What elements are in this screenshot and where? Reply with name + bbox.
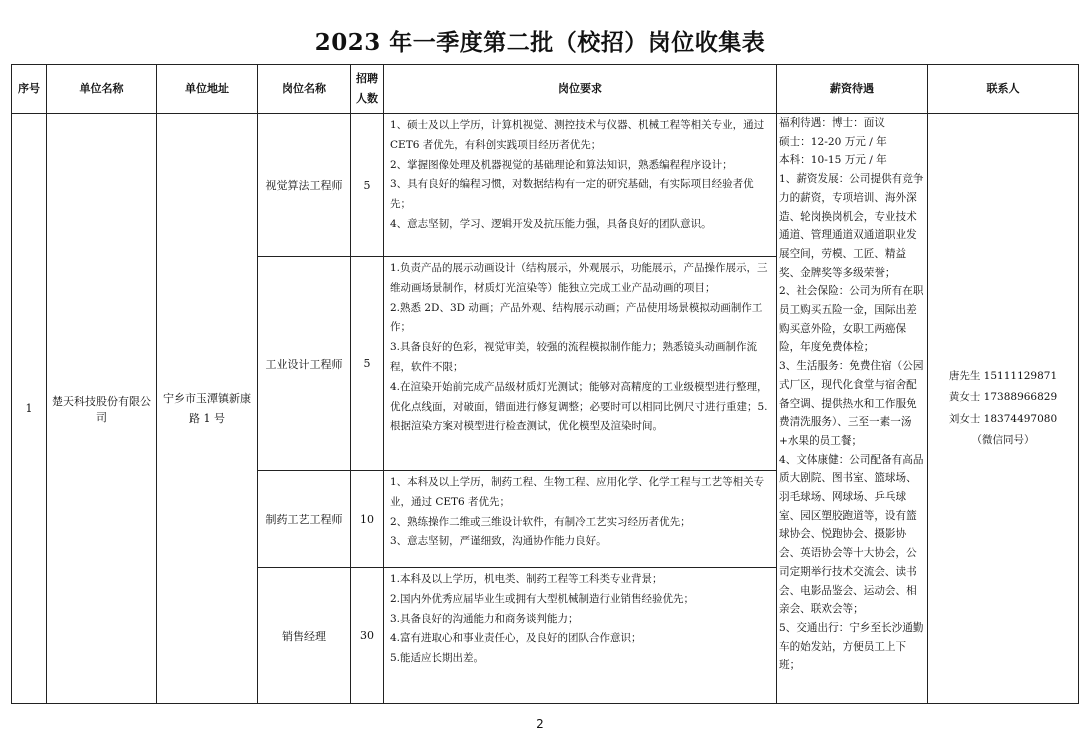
salary-line: 本科：10-15 万元 / 年: [779, 154, 887, 167]
address-cell: 宁乡市玉潭镇新康路 1 号: [157, 114, 258, 704]
salary-line: 2、社会保险：公司为所有在职员工购买五险一金，国际出差购买意外险，女职工两癌保险，年度免费体检；: [779, 285, 924, 354]
contact-line: 黄女士 17388966829: [948, 391, 1058, 403]
requirement-item: 3、具有良好的编程习惯，对数据结构有一定的研究基础，有实际项目经验者优先；: [390, 178, 754, 211]
requirement-item: 3、意志坚韧，严谨细致，沟通协作能力良好。: [390, 535, 607, 548]
requirement-item: 1、本科及以上学历，制药工程、生物工程、应用化学、化学工程与工艺等相关专业，通过 CET6 者优先；: [390, 476, 765, 508]
requirement-item: 4、意志坚韧，学习、逻辑开发及抗压能力强，具备良好的团队意识。: [390, 217, 712, 230]
requirement-item: 3.具备良好的色彩，视觉审美，较强的流程模拟制作能力；熟悉镜头动画制作流程，软件不限；: [390, 341, 758, 373]
requirement-item: 1、硕士及以上学历，计算机视觉、测控技术与仪器、机械工程等相关专业，通过 CET6 者优先，有科创实践项目经历者优先；: [390, 119, 765, 151]
position-name: 视觉算法工程师: [258, 114, 351, 257]
company-cell: 楚天科技股份有限公司: [47, 114, 157, 704]
header-contact: 联系人: [928, 65, 1079, 114]
headcount-value: 10: [351, 471, 384, 568]
header-headcount: 招聘人数: [351, 65, 384, 114]
requirement-item: 4.富有进取心和事业责任心，及良好的团队合作意识；: [390, 632, 642, 645]
requirement-item: 1.本科及以上学历，机电类、制药工程等工科类专业背景；: [390, 573, 663, 585]
headcount-value: 30: [351, 568, 384, 704]
requirement-item: 1.负责产品的展示动画设计（结构展示，外观展示，功能展示，产品操作展示，三维动画场景制作，材质灯光渲染等）能独立完成工业产品动画的项目；: [390, 262, 768, 294]
requirement-item: 2.国内外优秀应届毕业生或拥有大型机械制造行业销售经验优先；: [390, 592, 695, 605]
contact-line: 刘女士 18374497080: [948, 412, 1058, 425]
requirement-item: 2、掌握图像处理及机器视觉的基础理论和算法知识，熟悉编程程序设计；: [390, 158, 733, 171]
salary-cell: [777, 114, 928, 704]
contact-cell: [928, 114, 1079, 704]
header-salary: 薪资待遇: [777, 65, 928, 114]
headcount-value: 5: [351, 114, 384, 257]
table-row: [12, 114, 1079, 257]
header-address: 单位地址: [157, 65, 258, 114]
requirement-item: 4.在渲染开始前完成产品级材质灯光测试；能够对高精度的工业级模型进行整理，优化点线面，对破面，错面进行修复调整；必要时可以相同比例尺寸进行重建；5.根据渲染方案对模型进行检查测试，优化模型及渲染时间。: [390, 380, 768, 433]
job-table: [11, 64, 1079, 704]
position-name: 销售经理: [258, 568, 351, 704]
position-name: 制药工艺工程师: [258, 471, 351, 568]
requirement-item: 5.能适应长期出差。: [390, 652, 485, 665]
requirements-cell: [384, 114, 777, 257]
requirement-item: 2、熟练操作二维或三维设计软件，有制冷工艺实习经历者优先；: [390, 515, 691, 528]
header-seq: 序号: [12, 65, 47, 114]
requirements-cell: [384, 471, 777, 568]
salary-line: 硕士：12-20 万元 / 年: [779, 135, 887, 148]
table-header-row: [12, 65, 1079, 114]
page-title: 2023 年一季度第二批（校招）岗位收集表: [314, 29, 766, 56]
salary-line: 1、薪资发展：公司提供有竞争力的薪资，专项培训、海外深造、轮岗换岗机会，专业技术通道、管理通道双通道职业发展空间，劳模、工匠、精益奖、金牌奖等多级荣誉；: [779, 173, 924, 279]
requirements-cell: [384, 257, 777, 471]
contact-line: 唐先生 15111129871: [948, 369, 1058, 382]
header-company: 单位名称: [47, 65, 157, 114]
position-name: 工业设计工程师: [258, 257, 351, 471]
salary-line: 福利待遇：博士：面议: [779, 117, 885, 129]
requirement-item: 3.具备良好的沟通能力和商务谈判能力；: [390, 612, 579, 625]
page-number: 2: [536, 717, 544, 731]
salary-line: 3、生活服务：免费住宿（公园式厂区，现代化食堂与宿舍配备空调、提供热水和工作服免费清洗服务）、三至一素一汤+水果的员工餐；: [779, 360, 924, 447]
requirements-cell: [384, 568, 777, 704]
header-position: 岗位名称: [258, 65, 351, 114]
requirement-item: 2.熟悉 2D、3D 动画；产品外观、结构展示动画；产品使用场景模拟动画制作工作；: [390, 301, 763, 334]
headcount-value: 5: [351, 257, 384, 471]
salary-line: 4、文体康健：公司配备有高品质大剧院、图书室、篮球场、羽毛球场、网球场、乒乓球室、园区塑胶跑道等，设有篮球协会、悦跑协会、摄影协会、英语协会等十大协会，公司定期举行技术交流会、读书会、电影品鉴会、运动会、相亲会、联欢会等；: [779, 453, 924, 616]
salary-line: 5、交通出行：宁乡至长沙通勤车的始发站，方便员工上下班；: [779, 621, 924, 672]
seq-cell: 1: [12, 114, 47, 704]
header-requirements: 岗位要求: [384, 65, 777, 114]
contact-note: （微信同号）: [971, 434, 1035, 446]
